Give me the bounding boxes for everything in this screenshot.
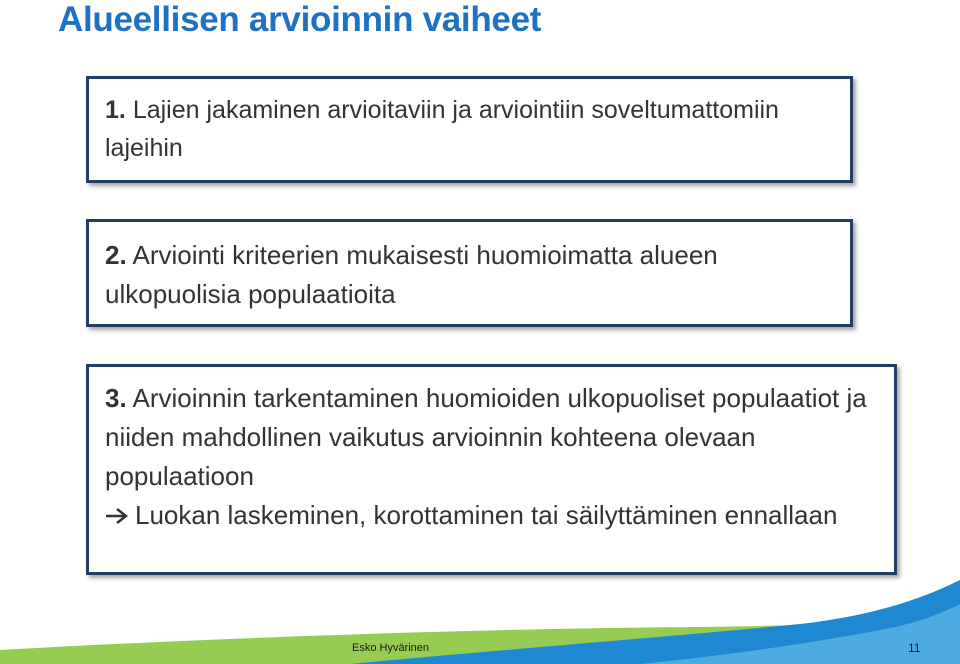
step-2-number: 2. <box>105 240 127 270</box>
step-3-number: 3. <box>105 383 127 413</box>
page-number: 11 <box>908 641 921 655</box>
slide-title: Alueellisen arvioinnin vaiheet <box>58 0 542 39</box>
step-3-description: Arvioinnin tarkentaminen huomioiden ulkopuoliset populaatiot ja niiden mahdollinen vaikutus arvioinnin kohteena olevaan populaatioon <box>105 383 867 491</box>
footer-author: Esko Hyvärinen <box>352 642 430 654</box>
step-2-description: Arviointi kriteerien mukaisesti huomioimatta alueen ulkopuolisia populaatioita <box>105 240 718 309</box>
step-1-description: Lajien jakaminen arvioitaviin ja arviointiin soveltumattomiin lajeihin <box>105 96 779 162</box>
step-1-number: 1. <box>105 96 126 124</box>
step-3-result-text: Luokan laskeminen, korottaminen tai säilyttäminen ennallaan <box>135 500 838 530</box>
